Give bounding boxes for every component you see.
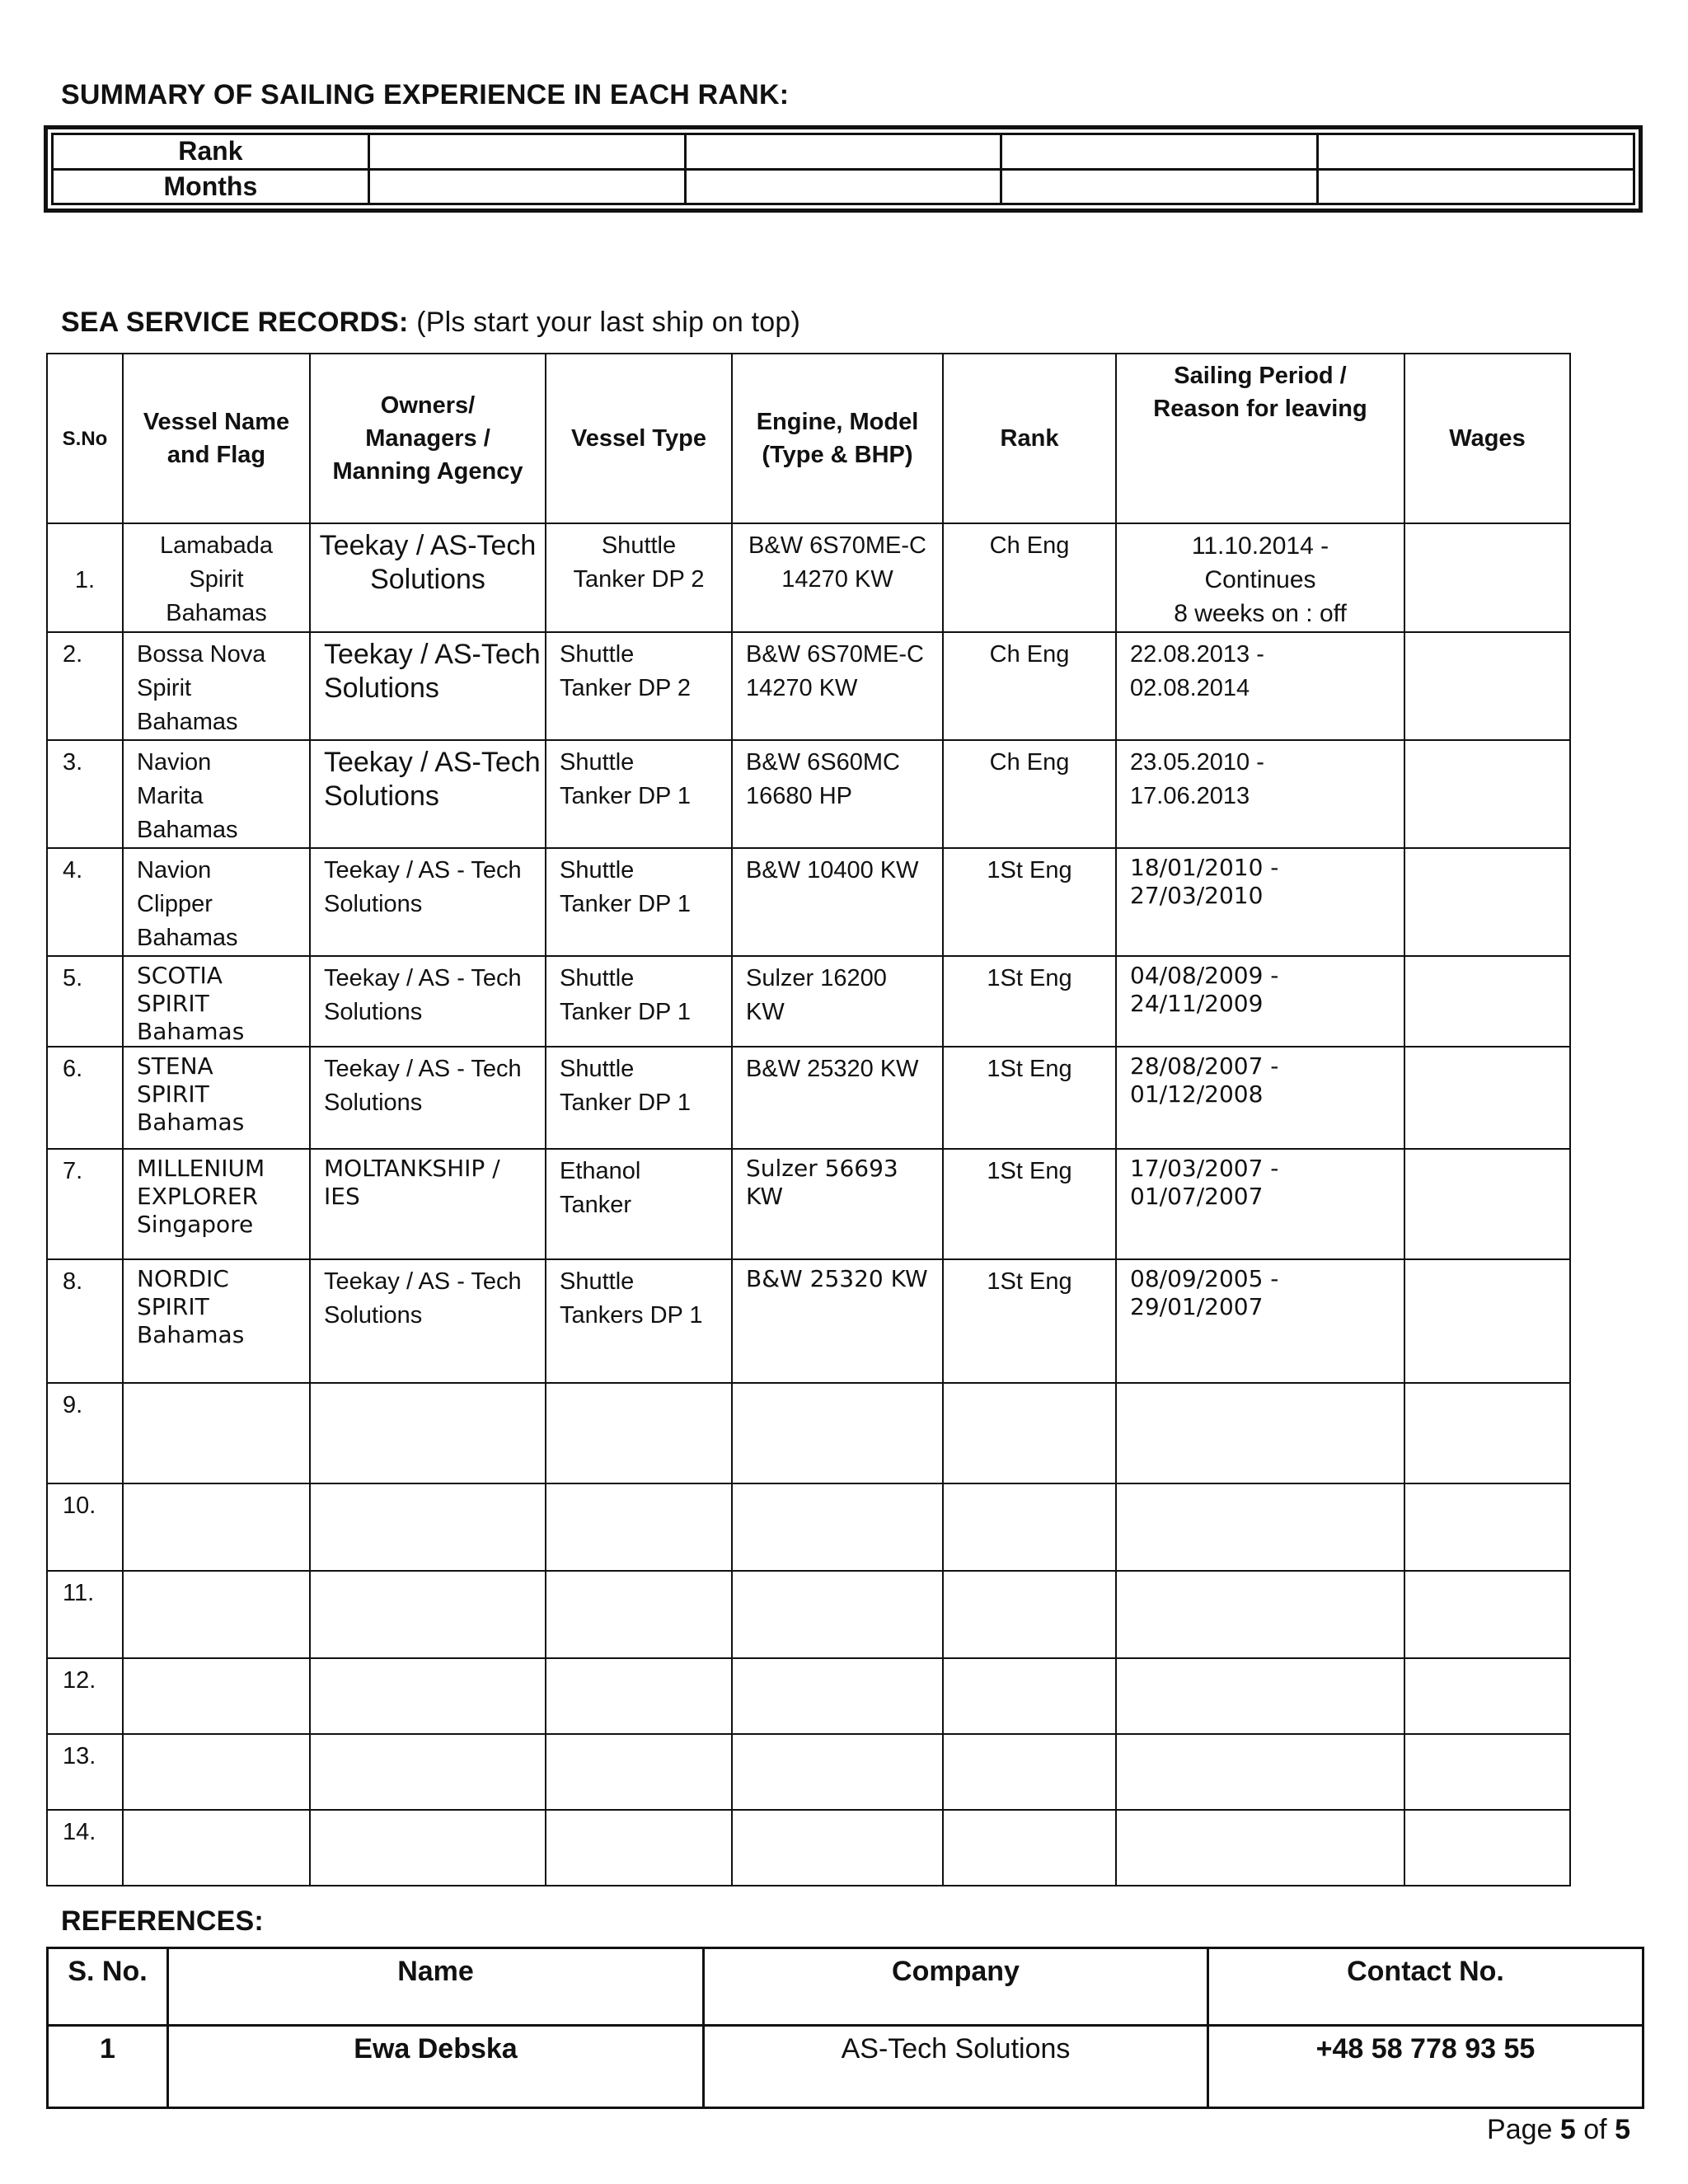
summary-cell[interactable] <box>1318 134 1634 170</box>
summary-rank-row <box>53 134 1634 170</box>
cell-vessel-type: Shuttle Tanker DP 1 <box>546 956 732 1047</box>
cell-vessel-type: Shuttle Tanker DP 1 <box>546 740 732 848</box>
sea-service-row <box>47 632 1570 740</box>
col-rank: Rank <box>943 354 1116 523</box>
ref-col-company: Company <box>704 1948 1208 2026</box>
sea-service-row <box>47 1483 1570 1571</box>
summary-cell[interactable] <box>368 134 685 170</box>
ref-name: Ewa Debska <box>168 2026 704 2108</box>
sea-service-row <box>47 1149 1570 1259</box>
cell-sno: 10. <box>47 1483 123 1571</box>
cell-owners[interactable] <box>310 1658 546 1734</box>
cell-wages[interactable] <box>1404 1259 1570 1383</box>
summary-rank-label: Rank <box>53 134 369 170</box>
cell-vessel-type[interactable] <box>546 1734 732 1810</box>
summary-cell[interactable] <box>1001 169 1318 204</box>
cell-vessel-name: NORDIC SPIRIT Bahamas <box>123 1259 310 1383</box>
cell-owners: Teekay / AS-Tech Solutions <box>310 740 546 848</box>
cell-sno: 7. <box>47 1149 123 1259</box>
cell-engine-model[interactable] <box>732 1658 943 1734</box>
cell-sno: 5. <box>47 956 123 1047</box>
cell-vessel-name[interactable] <box>123 1810 310 1886</box>
sea-header-row <box>47 354 1570 523</box>
sea-service-row <box>47 1259 1570 1383</box>
cell-sailing-period: 08/09/2005 - 29/01/2007 <box>1116 1259 1404 1383</box>
cell-sailing-period: 23.05.2010 - 17.06.2013 <box>1116 740 1404 848</box>
cell-engine-model[interactable] <box>732 1734 943 1810</box>
cell-owners: MOLTANKSHIP / IES <box>310 1149 546 1259</box>
references-header-row <box>48 1948 1643 2026</box>
cell-vessel-name[interactable] <box>123 1383 310 1483</box>
sea-service-row <box>47 1734 1570 1810</box>
col-type: Vessel Type <box>546 354 732 523</box>
cell-engine-model: B&W 6S70ME-C 14270 KW <box>732 632 943 740</box>
col-owners: Owners/ Managers / Manning Agency <box>310 354 546 523</box>
cell-wages[interactable] <box>1404 848 1570 956</box>
sea-service-row <box>47 956 1570 1047</box>
cell-engine-model[interactable] <box>732 1383 943 1483</box>
summary-months-label: Months <box>53 169 369 204</box>
sea-service-row <box>47 523 1570 632</box>
cell-sno: 1. <box>47 523 123 632</box>
cell-vessel-name: STENA SPIRIT Bahamas <box>123 1047 310 1149</box>
references-heading: REFERENCES: <box>61 1905 264 1937</box>
cell-rank: Ch Eng <box>943 740 1116 848</box>
col-wages: Wages <box>1404 354 1570 523</box>
cell-sno: 9. <box>47 1383 123 1483</box>
cell-sno: 13. <box>47 1734 123 1810</box>
cell-sailing-period[interactable] <box>1116 1658 1404 1734</box>
cell-wages[interactable] <box>1404 1149 1570 1259</box>
cell-vessel-name: Navion Clipper Bahamas <box>123 848 310 956</box>
sea-service-row <box>47 848 1570 956</box>
cell-sno: 3. <box>47 740 123 848</box>
cell-rank[interactable] <box>943 1571 1116 1658</box>
cell-owners[interactable] <box>310 1810 546 1886</box>
cell-sailing-period: 17/03/2007 - 01/07/2007 <box>1116 1149 1404 1259</box>
cell-sailing-period: 22.08.2013 - 02.08.2014 <box>1116 632 1404 740</box>
cell-wages[interactable] <box>1404 956 1570 1047</box>
cell-vessel-name: MILLENIUM EXPLORER Singapore <box>123 1149 310 1259</box>
cell-owners[interactable] <box>310 1734 546 1810</box>
cell-vessel-type: Shuttle Tanker DP 1 <box>546 1047 732 1149</box>
sea-service-table <box>46 353 1571 1886</box>
cell-owners[interactable] <box>310 1571 546 1658</box>
cell-vessel-name[interactable] <box>123 1483 310 1571</box>
col-vessel: Vessel Name and Flag <box>123 354 310 523</box>
cell-rank[interactable] <box>943 1734 1116 1810</box>
cell-owners[interactable] <box>310 1383 546 1483</box>
cell-rank: 1St Eng <box>943 1259 1116 1383</box>
cell-sno: 2. <box>47 632 123 740</box>
cell-vessel-type[interactable] <box>546 1810 732 1886</box>
cell-vessel-type[interactable] <box>546 1571 732 1658</box>
ref-contact: +48 58 778 93 55 <box>1208 2026 1643 2108</box>
cell-vessel-type: Shuttle Tanker DP 1 <box>546 848 732 956</box>
col-engine: Engine, Model (Type & BHP) <box>732 354 943 523</box>
summary-cell[interactable] <box>368 169 685 204</box>
cell-vessel-name: SCOTIA SPIRIT Bahamas <box>123 956 310 1047</box>
cell-owners: Teekay / AS - Tech Solutions <box>310 1047 546 1149</box>
cell-vessel-type[interactable] <box>546 1383 732 1483</box>
cell-wages[interactable] <box>1404 740 1570 848</box>
cell-wages[interactable] <box>1404 632 1570 740</box>
cell-engine-model[interactable] <box>732 1483 943 1571</box>
cell-sno: 4. <box>47 848 123 956</box>
cell-sailing-period[interactable] <box>1116 1483 1404 1571</box>
cell-wages[interactable] <box>1404 1810 1570 1886</box>
col-sno: S.No <box>47 354 123 523</box>
cell-rank: 1St Eng <box>943 1047 1116 1149</box>
cell-engine-model: Sulzer 56693 KW <box>732 1149 943 1259</box>
summary-table <box>44 125 1643 213</box>
ref-company: AS-Tech Solutions <box>704 2026 1208 2108</box>
cell-rank[interactable] <box>943 1483 1116 1571</box>
cell-rank[interactable] <box>943 1658 1116 1734</box>
cell-engine-model: B&W 6S70ME-C 14270 KW <box>732 523 943 632</box>
ref-sno: 1 <box>48 2026 168 2108</box>
cell-vessel-type: Shuttle Tanker DP 2 <box>546 523 732 632</box>
sea-service-row <box>47 1658 1570 1734</box>
cell-rank: 1St Eng <box>943 956 1116 1047</box>
cell-vessel-type: Shuttle Tankers DP 1 <box>546 1259 732 1383</box>
cell-sailing-period[interactable] <box>1116 1383 1404 1483</box>
cell-sailing-period[interactable] <box>1116 1810 1404 1886</box>
cell-sno: 14. <box>47 1810 123 1886</box>
cell-rank: Ch Eng <box>943 632 1116 740</box>
sea-service-row <box>47 1571 1570 1658</box>
cell-vessel-type[interactable] <box>546 1483 732 1571</box>
cell-owners: Teekay / AS - Tech Solutions <box>310 956 546 1047</box>
cell-rank[interactable] <box>943 1810 1116 1886</box>
sea-service-heading <box>61 307 800 339</box>
cell-wages[interactable] <box>1404 1658 1570 1734</box>
cell-wages[interactable] <box>1404 1483 1570 1571</box>
cell-sailing-period: 04/08/2009 - 24/11/2009 <box>1116 956 1404 1047</box>
references-row <box>48 2026 1643 2108</box>
cell-vessel-name: Navion Marita Bahamas <box>123 740 310 848</box>
cell-sailing-period: 11.10.2014 - Continues 8 weeks on : off <box>1116 523 1404 632</box>
cell-vessel-type[interactable] <box>546 1658 732 1734</box>
cell-sno: 8. <box>47 1259 123 1383</box>
cell-sailing-period[interactable] <box>1116 1571 1404 1658</box>
cell-owners[interactable] <box>310 1483 546 1571</box>
cell-wages[interactable] <box>1404 1571 1570 1658</box>
sea-service-row <box>47 1383 1570 1483</box>
cell-sailing-period: 28/08/2007 - 01/12/2008 <box>1116 1047 1404 1149</box>
cell-rank: Ch Eng <box>943 523 1116 632</box>
cell-engine-model[interactable] <box>732 1810 943 1886</box>
cell-engine-model: B&W 10400 KW <box>732 848 943 956</box>
summary-months-row <box>53 169 1634 204</box>
sea-service-row <box>47 1810 1570 1886</box>
cell-engine-model: B&W 6S60MC 16680 HP <box>732 740 943 848</box>
cell-wages[interactable] <box>1404 1047 1570 1149</box>
ref-col-sno: S. No. <box>48 1948 168 2026</box>
ref-col-name: Name <box>168 1948 704 2026</box>
cell-rank: 1St Eng <box>943 848 1116 956</box>
cell-vessel-name: Bossa Nova Spirit Bahamas <box>123 632 310 740</box>
cell-vessel-name[interactable] <box>123 1571 310 1658</box>
cell-rank[interactable] <box>943 1383 1116 1483</box>
cell-owners: Teekay / AS-Tech Solutions <box>310 632 546 740</box>
sea-service-note: (Pls start your last ship on top) <box>416 307 800 338</box>
references-table <box>46 1947 1644 2109</box>
summary-heading: SUMMARY OF SAILING EXPERIENCE IN EACH RANK: <box>61 79 790 110</box>
summary-cell[interactable] <box>1001 134 1318 170</box>
cell-rank: 1St Eng <box>943 1149 1116 1259</box>
sea-service-row <box>47 1047 1570 1149</box>
cell-wages[interactable] <box>1404 1383 1570 1483</box>
cell-engine-model[interactable] <box>732 1571 943 1658</box>
cell-sailing-period: 18/01/2010 - 27/03/2010 <box>1116 848 1404 956</box>
sea-service-title: SEA SERVICE RECORDS: <box>61 307 409 338</box>
cell-engine-model: B&W 25320 KW <box>732 1259 943 1383</box>
cell-sno: 12. <box>47 1658 123 1734</box>
cell-vessel-name: Lamabada Spirit Bahamas <box>123 523 310 632</box>
summary-cell[interactable] <box>1318 169 1634 204</box>
cell-vessel-type: Shuttle Tanker DP 2 <box>546 632 732 740</box>
cell-sailing-period[interactable] <box>1116 1734 1404 1810</box>
cell-owners: Teekay / AS - Tech Solutions <box>310 1259 546 1383</box>
page-number: Page 5 of 5 <box>1487 2114 1630 2145</box>
cell-vessel-name[interactable] <box>123 1734 310 1810</box>
cell-sno: 11. <box>47 1571 123 1658</box>
cell-wages[interactable] <box>1404 1734 1570 1810</box>
col-period: Sailing Period / Reason for leaving <box>1116 354 1404 523</box>
cell-engine-model: B&W 25320 KW <box>732 1047 943 1149</box>
ref-col-contact: Contact No. <box>1208 1948 1643 2026</box>
cell-vessel-name[interactable] <box>123 1658 310 1734</box>
cell-owners: Teekay / AS - Tech Solutions <box>310 848 546 956</box>
cell-vessel-type: Ethanol Tanker <box>546 1149 732 1259</box>
cell-sno: 6. <box>47 1047 123 1149</box>
summary-cell[interactable] <box>685 169 1001 204</box>
cell-wages[interactable] <box>1404 523 1570 632</box>
cell-engine-model: Sulzer 16200 KW <box>732 956 943 1047</box>
sea-service-row <box>47 740 1570 848</box>
cell-owners: Teekay / AS-Tech Solutions <box>310 523 546 632</box>
summary-cell[interactable] <box>685 134 1001 170</box>
